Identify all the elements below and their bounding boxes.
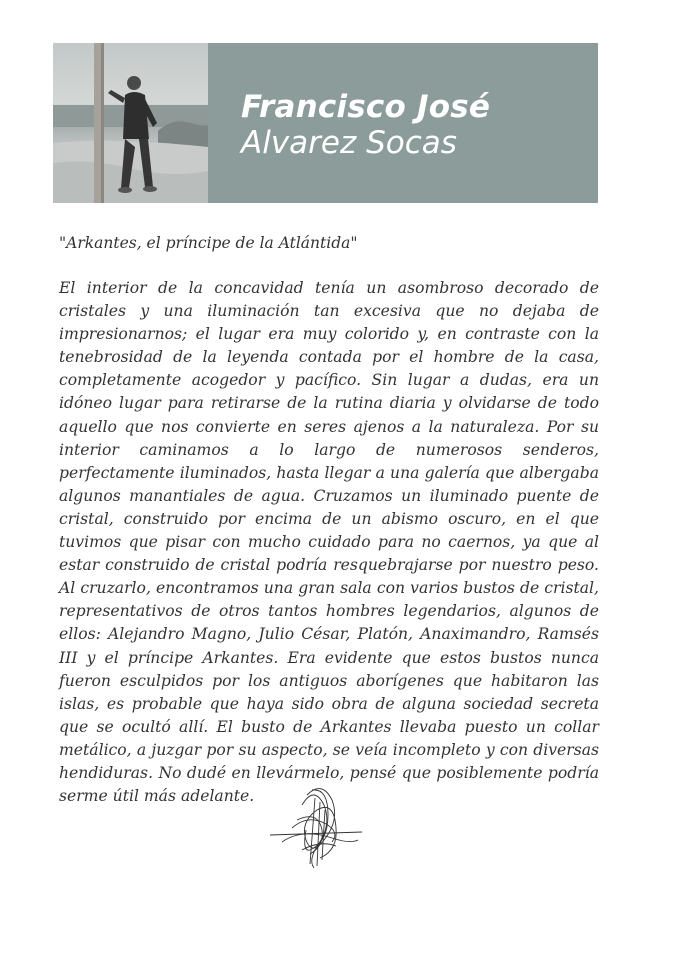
signature — [262, 780, 372, 872]
author-name-block — [208, 43, 490, 203]
author-first-name: Francisco José — [241, 89, 491, 125]
author-header — [53, 43, 598, 203]
author-photo — [53, 43, 208, 203]
story-title: "Arkantes, el príncipe de la Atlántida" — [59, 234, 358, 252]
story-content — [59, 232, 599, 808]
author-last-name: Alvarez Socas — [241, 125, 457, 161]
story-body: El interior de la concavidad tenía un asombroso decorado de cristales y una iluminación tan excesiva que no dejaba de impresionarnos; el lugar era muy colorido y, en contraste con la tenebrosidad de la leyenda contada por el hombre de la casa, completamente acogedor y pacífico. Sin lugar a dudas, era un idóneo lugar para retirarse de la rutina diaria y olvidarse de todo aquello que nos convierte en seres ajenos a la naturaleza. Por su interior caminamos a lo largo de numerosos senderos, perfectamente iluminados, hasta llegar a una galería que albergaba algunos manantiales de agua. Cruzamos un iluminado puente de cristal, construido por encima de un abismo oscuro, en el que tuvimos que pisar con mucho cuidado para no caernos, ya que al estar construido de cristal podría resquebrajarse por nuestro peso. Al cruzarlo, encontramos una gran sala con varios bustos de cristal, representativos de otros tantos hombres legendarios, algunos de ellos: Alejandro Magno, Julio César, Platón, Anaximandro, Ramsés III y el príncipe Arkantes. Era evidente que estos bustos nunca fueron esculpidos por los antiguos aborígenes que habitaron las islas, es probable que haya sido obra de alguna sociedad secreta que se ocultó allí. El busto de Arkantes llevaba puesto un collar metálico, a juzgar por su aspecto, se veía incompleto y con diversas hendiduras. No dudé en llevármelo, pensé que posiblemente podría serme útil más adelante. — [59, 279, 599, 806]
